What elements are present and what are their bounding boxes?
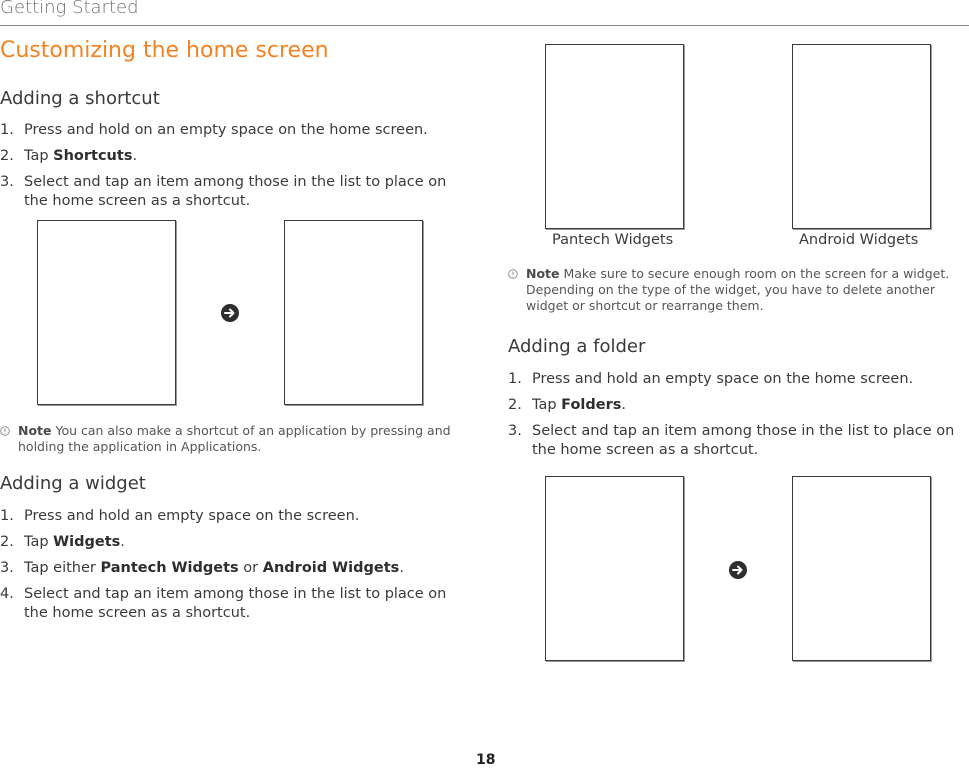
section-title: Customizing the home screen bbox=[0, 38, 329, 63]
android-widgets-screenshot bbox=[792, 44, 931, 229]
pantech-widgets-screenshot bbox=[545, 44, 684, 229]
shortcut-note: Note You can also make a shortcut of an application by pressing and holding the application in Applications. bbox=[0, 423, 470, 455]
widget-steps bbox=[0, 507, 450, 623]
list-item: 2. Tap Widgets. bbox=[0, 534, 125, 550]
widget-heading: Adding a widget bbox=[0, 473, 146, 494]
list-item: 3. Tap either Pantech Widgets or Android Widgets. bbox=[0, 560, 404, 576]
screenshot-placeholder bbox=[792, 476, 931, 661]
chapter-header: Getting Started bbox=[0, 0, 139, 18]
list-item: 1. Press and hold an empty space on the home screen. bbox=[508, 371, 914, 387]
info-note-icon bbox=[0, 426, 10, 436]
list-item: 1. Press and hold on an empty space on the home screen. bbox=[0, 122, 428, 138]
screenshot-placeholder bbox=[545, 476, 684, 661]
page-number: 18 bbox=[476, 752, 496, 768]
folder-heading: Adding a folder bbox=[508, 336, 646, 357]
list-item: 2. Tap Shortcuts. bbox=[0, 148, 138, 164]
folder-steps bbox=[508, 370, 958, 460]
list-item: 3. Select and tap an item among those in the list to place on the home screen as a shortcut. bbox=[0, 174, 447, 209]
header-divider bbox=[0, 25, 969, 26]
screenshot-placeholder bbox=[284, 220, 423, 405]
shortcut-steps bbox=[0, 121, 468, 211]
screenshot-placeholder bbox=[37, 220, 176, 405]
android-widgets-caption: Android Widgets bbox=[799, 232, 919, 248]
list-item: 2. Tap Folders. bbox=[508, 397, 627, 413]
shortcut-heading: Adding a shortcut bbox=[0, 88, 160, 109]
info-note-icon bbox=[508, 269, 518, 279]
list-item: 4. Select and tap an item among those in the list to place on the home screen as a shortcut. bbox=[0, 586, 447, 621]
arrow-right-circle-icon bbox=[728, 560, 748, 580]
pantech-widgets-caption: Pantech Widgets bbox=[552, 232, 674, 248]
arrow-right-circle-icon bbox=[220, 303, 240, 323]
widget-note: Note Make sure to secure enough room on the screen for a widget. Depending on the type of the widget, you have to delete another widget or shortcut or rearrange them. bbox=[508, 266, 969, 314]
list-item: 3. Select and tap an item among those in the list to place on the home screen as a shortcut. bbox=[508, 423, 955, 458]
list-item: 1. Press and hold an empty space on the screen. bbox=[0, 508, 360, 524]
